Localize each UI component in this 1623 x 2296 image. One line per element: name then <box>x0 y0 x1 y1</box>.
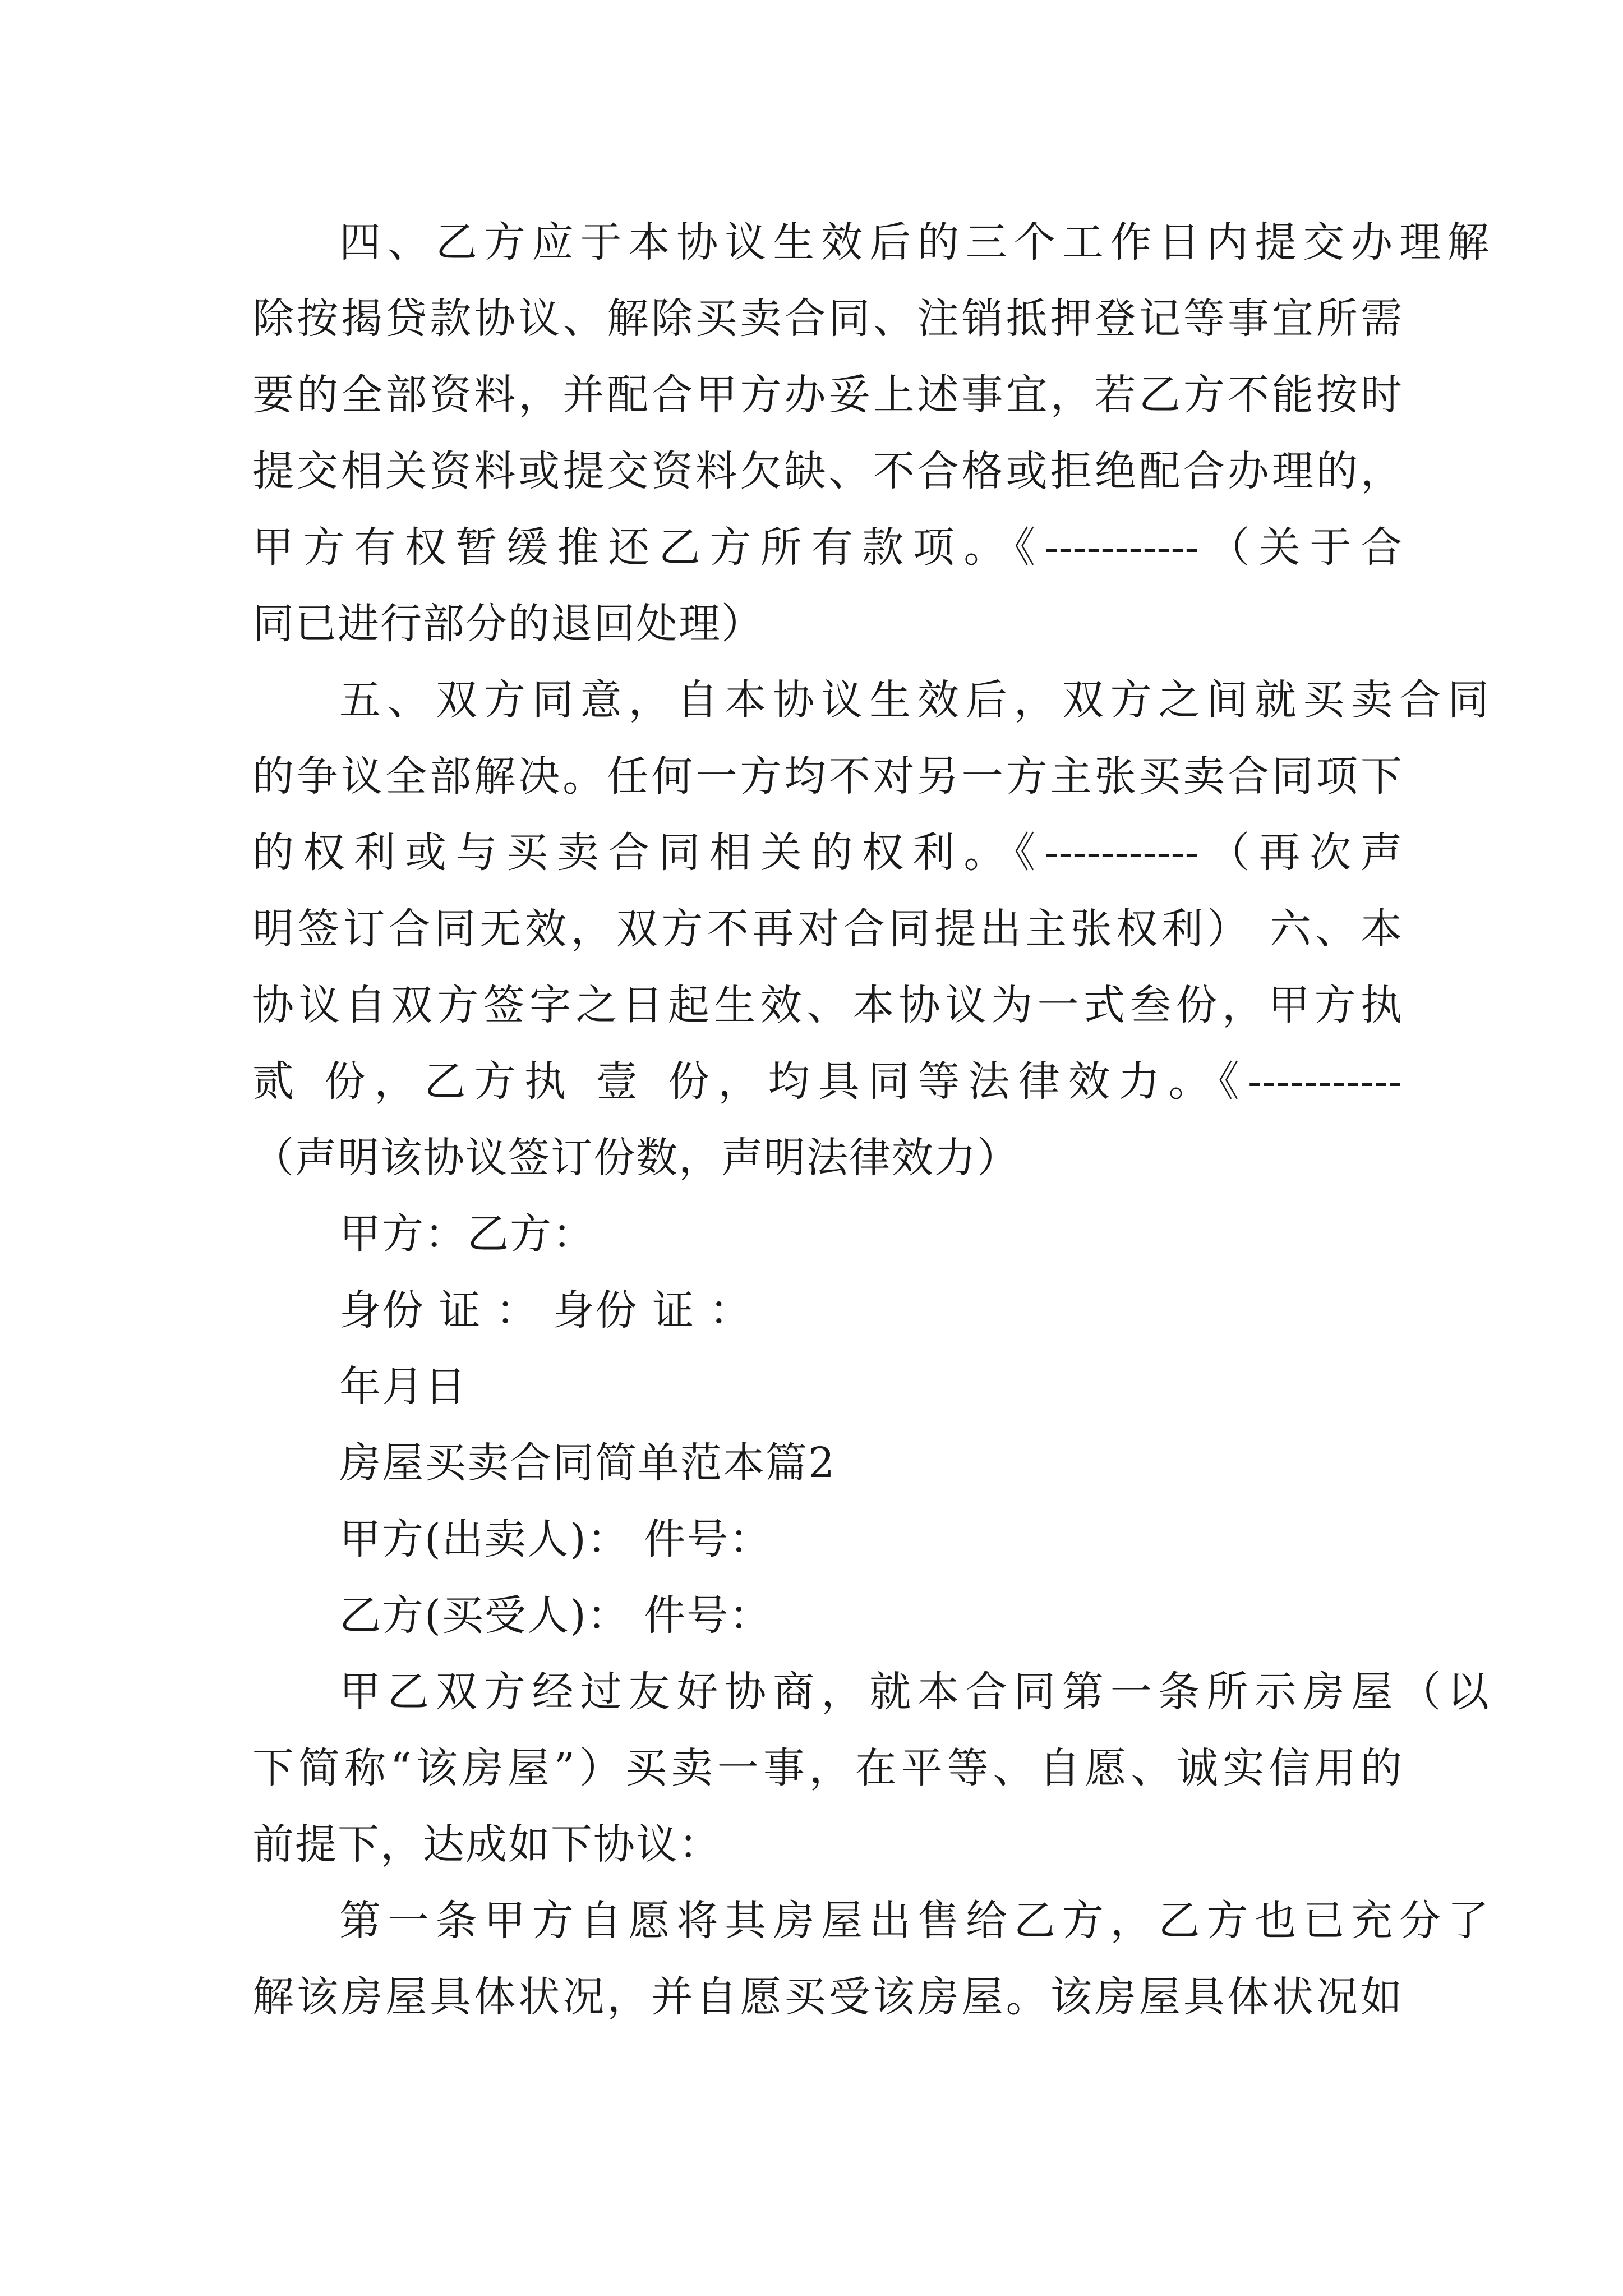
clause-5-line-3: 的权利或与买卖合同相关的权利。《-----------（再次声 <box>252 829 1402 877</box>
clause-4-line-1: 四、乙方应于本协议生效后的三个工作日内提交办理解 <box>339 218 1489 266</box>
article-1-line-1: 第一条甲方自愿将其房屋出售给乙方，乙方也已充分了 <box>339 1897 1489 1945</box>
clause-6-line-3: （声明该协议签订份数，声明法律效力） <box>252 1134 1020 1182</box>
clause-4-line-5: 甲方有权暂缓推还乙方所有款项。《-----------（关于合 <box>252 523 1402 572</box>
clause-4-line-4: 提交相关资料或提交资料欠缺、不合格或拒绝配合办理的， <box>252 447 1402 495</box>
clause-6-line-2: 贰 份，乙方执 壹 份，均具同等法律效力。《----------- <box>252 1057 1402 1106</box>
article-1-line-2: 解该房屋具体状况，并自愿买受该房屋。该房屋具体状况如 <box>252 1973 1402 2021</box>
signature-parties: 甲方：乙方： <box>339 1210 595 1258</box>
party-buyer: 乙方(买受人)： 件号： <box>339 1591 772 1640</box>
preamble-line-1: 甲乙双方经过友好协商，就本合同第一条所示房屋（以 <box>339 1668 1489 1716</box>
party-seller: 甲方(出卖人)： 件号： <box>339 1515 772 1563</box>
section-heading: 房屋买卖合同简单范本篇2 <box>339 1439 836 1487</box>
clause-4-line-6: 同已进行部分的退回处理） <box>252 600 764 648</box>
signature-id-cards: 身份 证 ： 身份 证 ： <box>339 1286 752 1335</box>
clause-5-line-4: 明签订合同无效，双方不再对合同提出主张权利） 六、本 <box>252 905 1402 953</box>
clause-6-line-1: 协议自双方签字之日起生效、本协议为一式叁份，甲方执 <box>252 981 1402 1029</box>
preamble-line-3: 前提下，达成如下协议： <box>252 1820 721 1869</box>
clause-4-line-3: 要的全部资料，并配合甲方办妥上述事宜，若乙方不能按时 <box>252 371 1402 419</box>
signature-date: 年月日 <box>339 1363 467 1411</box>
clause-5-line-1: 五、双方同意，自本协议生效后，双方之间就买卖合同 <box>339 676 1489 724</box>
preamble-line-2: 下简称“该房屋”）买卖一事，在平等、自愿、诚实信用的 <box>252 1744 1402 1792</box>
clause-4-line-2: 除按揭贷款协议、解除买卖合同、注销抵押登记等事宜所需 <box>252 295 1402 343</box>
clause-5-line-2: 的争议全部解决。任何一方均不对另一方主张买卖合同项下 <box>252 752 1402 800</box>
